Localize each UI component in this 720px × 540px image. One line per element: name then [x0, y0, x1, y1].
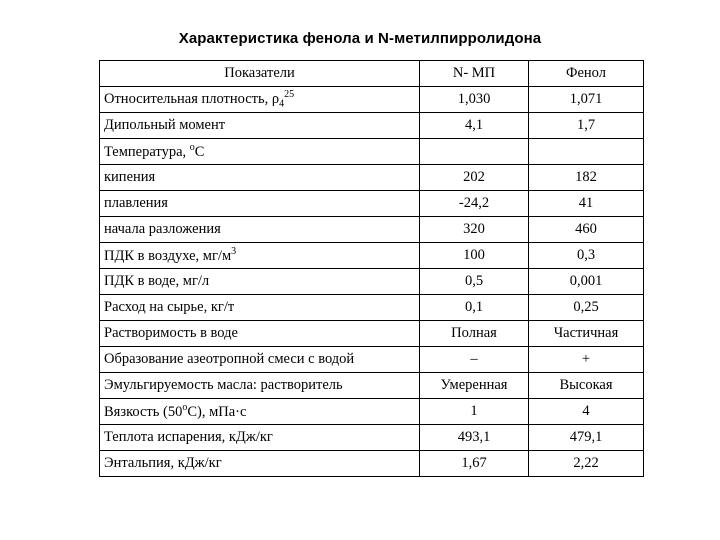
- nmp-value: 493,1: [420, 425, 529, 451]
- table-row: [100, 321, 644, 347]
- nmp-value: 202: [420, 165, 529, 191]
- nmp-value: Полная: [420, 321, 529, 347]
- row-label: Дипольный момент: [100, 113, 420, 139]
- table-row: [100, 191, 644, 217]
- properties-table: [99, 60, 644, 477]
- nmp-value: 320: [420, 217, 529, 243]
- nmp-value: 0,1: [420, 295, 529, 321]
- header-nmp: N- МП: [420, 61, 529, 87]
- nmp-value: 1: [420, 399, 529, 425]
- row-label: Температура, $^o$С: [100, 139, 420, 165]
- row-label: Образование азеотропной смеси с водой: [100, 347, 420, 373]
- nmp-value: –: [420, 347, 529, 373]
- phenol-value: Высокая: [529, 373, 644, 399]
- table-row: [100, 243, 644, 269]
- nmp-value: 1,030: [420, 87, 529, 113]
- header-phenol: Фенол: [529, 61, 644, 87]
- phenol-value: 2,22: [529, 451, 644, 477]
- table-row: [100, 295, 644, 321]
- table-row: [100, 217, 644, 243]
- phenol-value: 460: [529, 217, 644, 243]
- phenol-value: +: [529, 347, 644, 373]
- phenol-value: 41: [529, 191, 644, 217]
- row-label: Энтальпия, кДж/кг: [100, 451, 420, 477]
- row-label: Растворимость в воде: [100, 321, 420, 347]
- phenol-value: 0,001: [529, 269, 644, 295]
- row-label: Эмульгируемость масла: растворитель: [100, 373, 420, 399]
- table-row: [100, 451, 644, 477]
- phenol-value: 182: [529, 165, 644, 191]
- nmp-value: [420, 139, 529, 165]
- row-label: ПДК в воздухе, $мг/м^3$: [100, 243, 420, 269]
- phenol-value: 0,3: [529, 243, 644, 269]
- row-label: кипения: [100, 165, 420, 191]
- row-label: плавления: [100, 191, 420, 217]
- table-row: [100, 425, 644, 451]
- table-row: [100, 399, 644, 425]
- phenol-value: 4: [529, 399, 644, 425]
- nmp-value: 4,1: [420, 113, 529, 139]
- table-row: [100, 165, 644, 191]
- phenol-value: 1,071: [529, 87, 644, 113]
- phenol-value: 0,25: [529, 295, 644, 321]
- nmp-value: Умеренная: [420, 373, 529, 399]
- row-label: начала разложения: [100, 217, 420, 243]
- phenol-value: [529, 139, 644, 165]
- nmp-value: 100: [420, 243, 529, 269]
- table-row: [100, 269, 644, 295]
- table-row: [100, 347, 644, 373]
- table-row: [100, 87, 644, 113]
- row-label: Вязкость (50$^o$С), мПа·с: [100, 399, 420, 425]
- table-row: [100, 113, 644, 139]
- page-title: Характеристика фенола и N-метилпирролидона: [178, 30, 542, 47]
- phenol-value: Частичная: [529, 321, 644, 347]
- nmp-value: -24,2: [420, 191, 529, 217]
- header-indicators: Показатели: [100, 61, 420, 87]
- nmp-value: 0,5: [420, 269, 529, 295]
- row-label: Относительная плотность, $\rho_4^{25}$: [100, 87, 420, 113]
- nmp-value: 1,67: [420, 451, 529, 477]
- phenol-value: 479,1: [529, 425, 644, 451]
- row-label: ПДК в воде, мг/л: [100, 269, 420, 295]
- row-label: Теплота испарения, кДж/кг: [100, 425, 420, 451]
- phenol-value: 1,7: [529, 113, 644, 139]
- table-header-row: [100, 61, 644, 87]
- table-row: [100, 373, 644, 399]
- table-row: [100, 139, 644, 165]
- row-label: Расход на сырье, кг/т: [100, 295, 420, 321]
